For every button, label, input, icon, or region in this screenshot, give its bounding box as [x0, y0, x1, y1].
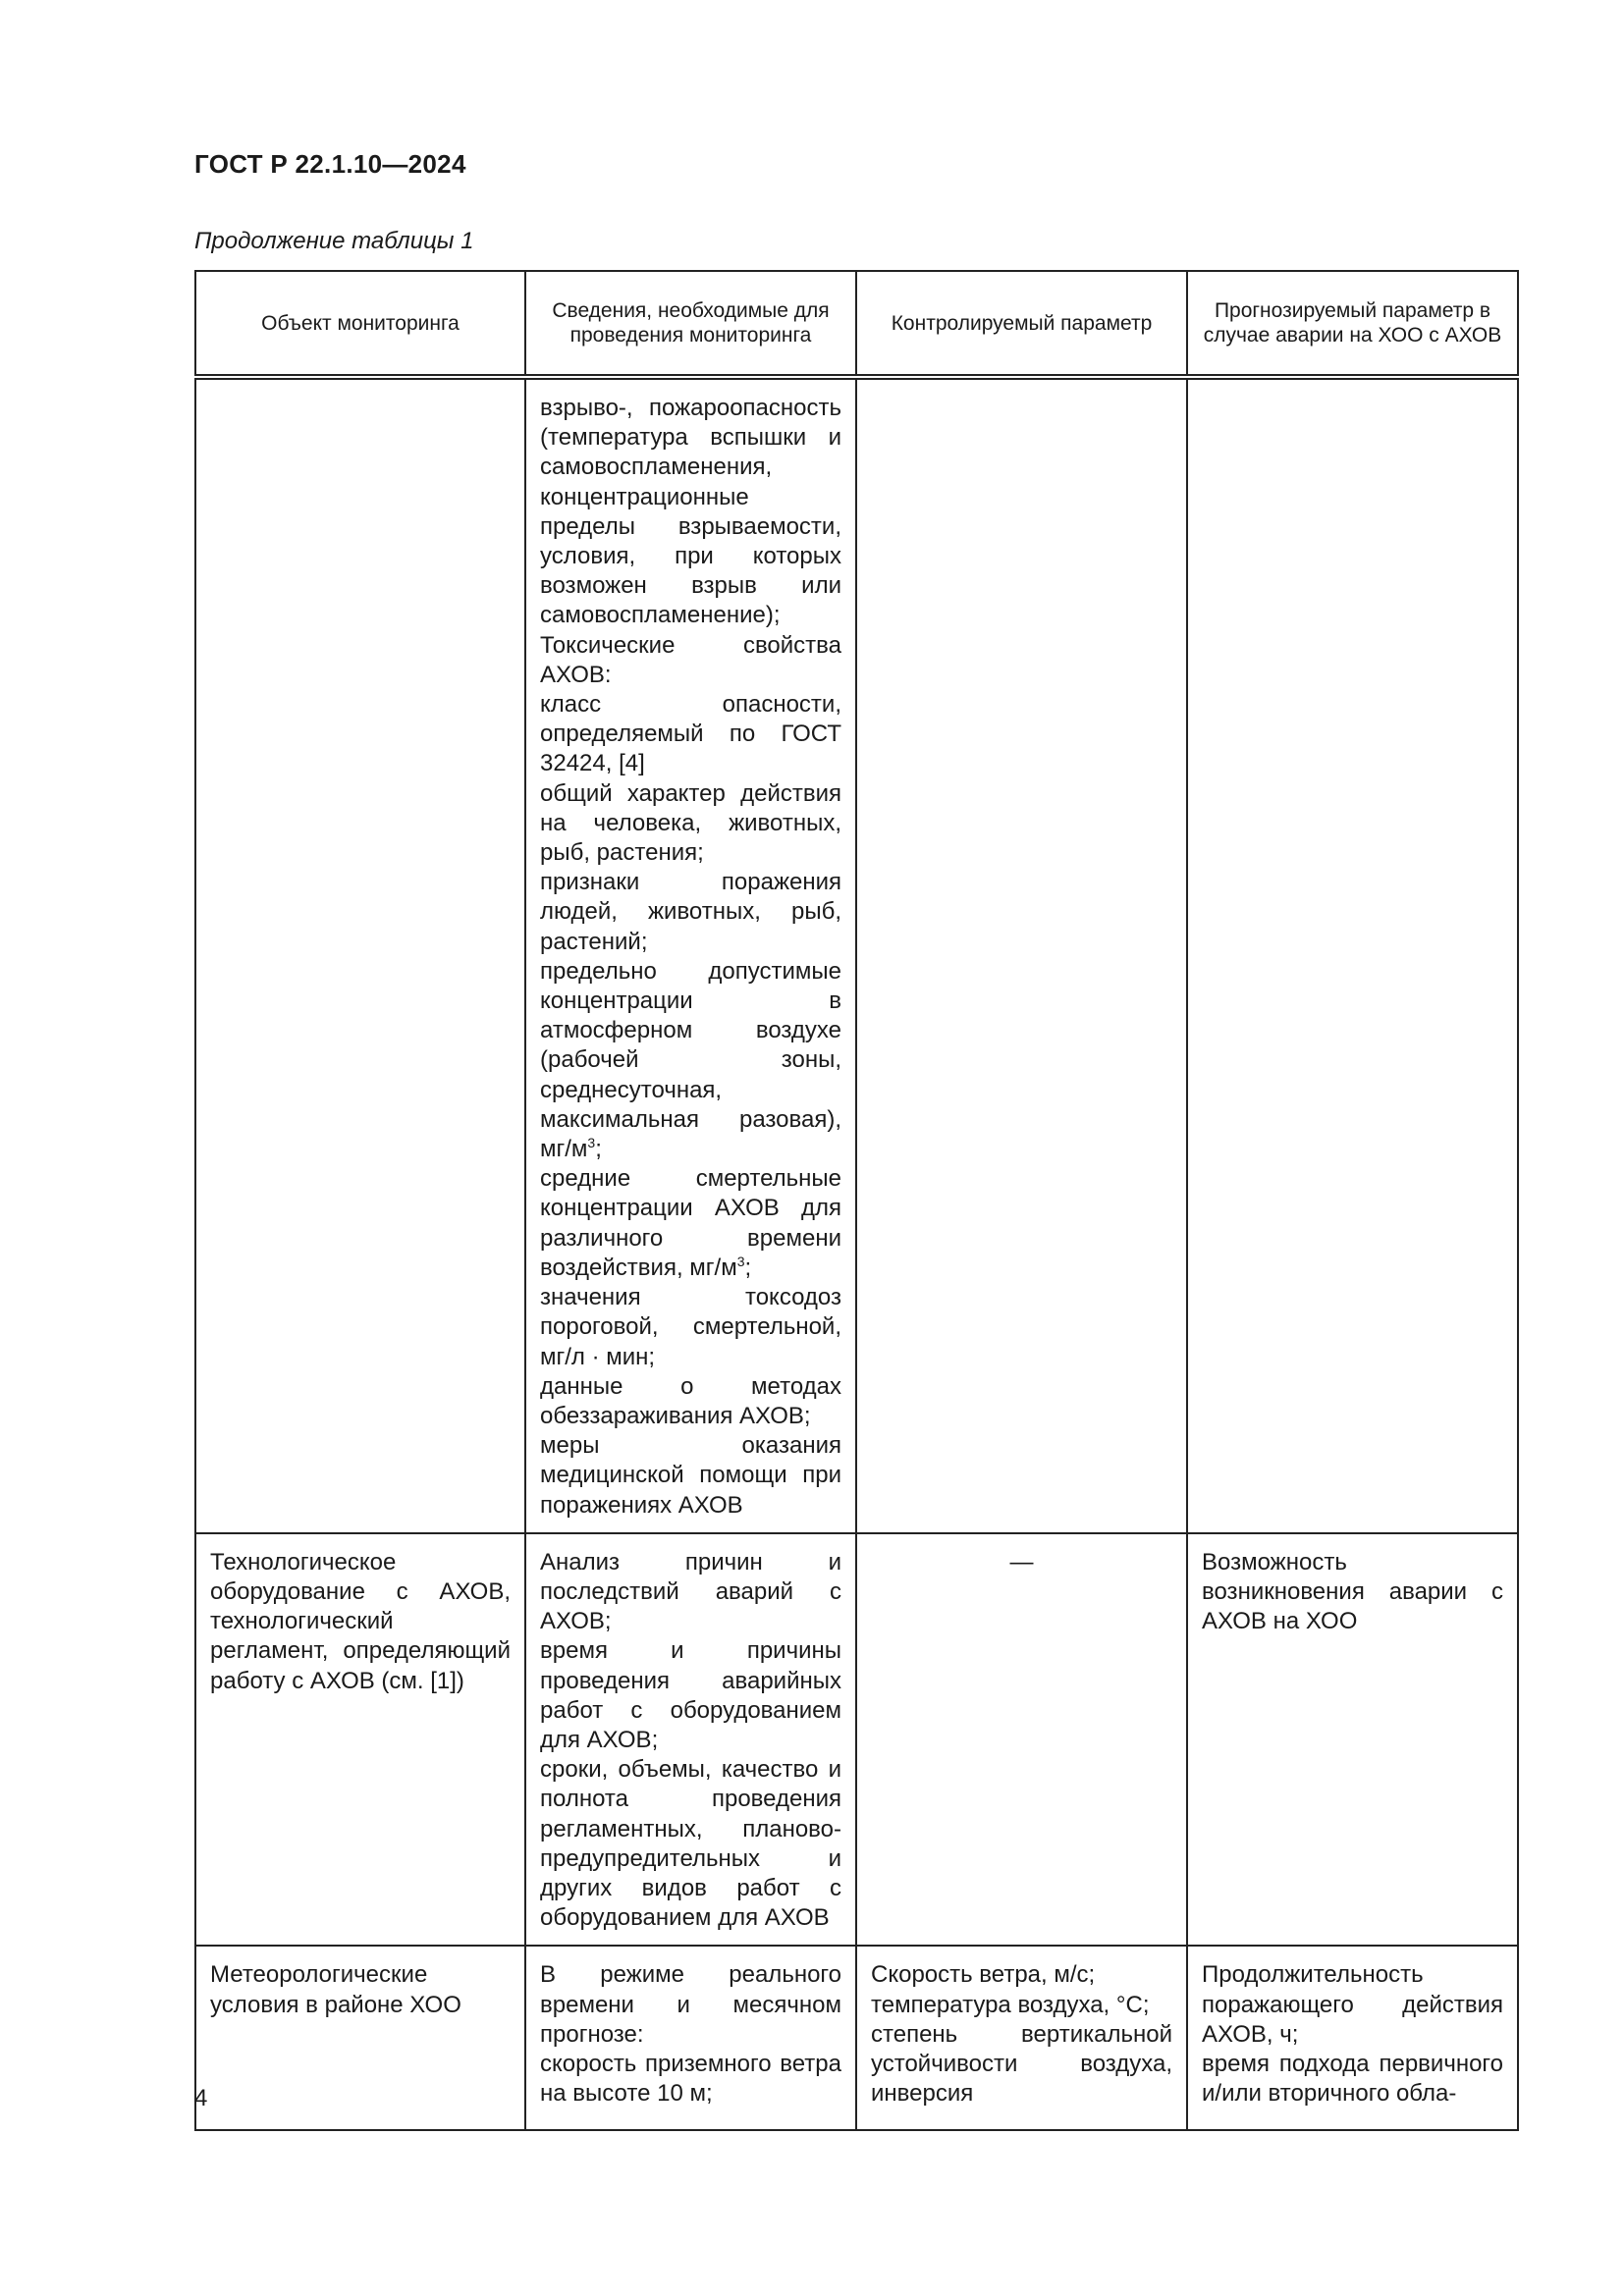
controlled-line: степень вертикальной устойчивости воздуха, инверсия: [871, 2020, 1172, 2108]
cell-controlled: —: [856, 1533, 1187, 1947]
controlled-line: температура воздуха, °С;: [871, 1991, 1150, 2018]
forecast-line: Продолжительность поражающего действия АХОВ, ч;: [1202, 1961, 1503, 2048]
info-line: меры оказания медицинской помощи при поражениях АХОВ: [540, 1432, 841, 1519]
cell-object: [195, 377, 525, 1533]
unit-superscript: 3: [736, 1253, 745, 1269]
info-line: общий характер действия на человека, животных, рыб, растения;: [540, 779, 841, 867]
cell-forecast: Возможность возникновения аварии с АХОВ на ХОО: [1187, 1533, 1518, 1947]
controlled-line: Скорость ветра, м/с;: [871, 1961, 1096, 1989]
cell-controlled: [856, 377, 1187, 1533]
info-line: В режиме реального времени и месячном прогнозе:: [540, 1961, 841, 2048]
info-line: взрыво-, пожароопасность (температура вспышки и самовоспламенения, концентрационные пределы взрываемости, условия, при которых возможен взрыв или самовоспламенение);: [540, 395, 841, 629]
cell-controlled: [856, 1946, 1187, 2130]
table-header-row: [195, 271, 1518, 377]
info-line: признаки поражения людей, животных, рыб, растений;: [540, 869, 841, 955]
table-caption: Продолжение таблицы 1: [194, 228, 474, 254]
forecast-line: время подхода первичного и/или вторичного обла-: [1202, 2050, 1503, 2108]
info-line: Токсические свойства АХОВ:: [540, 631, 841, 688]
unit-tail: ;: [595, 1136, 602, 1163]
cell-info: [525, 377, 856, 1533]
page-number: 4: [194, 2085, 208, 2111]
info-line: значения токсодоз пороговой, смертельной, мг/л · мин;: [540, 1284, 841, 1370]
column-header-object: Объект мониторинга: [195, 271, 525, 377]
unit-superscript: 3: [587, 1135, 596, 1151]
info-line-text: средние смертельные концентрации АХОВ для различного времени воздействия, мг/м: [540, 1165, 841, 1281]
info-line: время и причины проведения аварийных работ с оборудованием для АХОВ;: [540, 1637, 841, 1753]
cell-object: Технологическое оборудование с АХОВ, технологический регламент, определяющий работу с АХОВ (см. [1]): [195, 1533, 525, 1947]
table-row: [195, 377, 1518, 1533]
info-line: класс опасности, определяемый по ГОСТ 32424, [4]: [540, 691, 841, 777]
document-code: ГОСТ Р 22.1.10—2024: [194, 149, 466, 179]
info-line: Анализ причин и последствий аварий с АХОВ;: [540, 1548, 841, 1635]
column-header-forecast: Прогнозируемый параметр в случае аварии на ХОО с АХОВ: [1187, 271, 1518, 377]
info-line: [540, 1164, 841, 1283]
cell-forecast: [1187, 1946, 1518, 2130]
table-row: [195, 1946, 1518, 2130]
table-row: [195, 1533, 1518, 1947]
cell-forecast: [1187, 377, 1518, 1533]
info-line: [540, 957, 841, 1164]
column-header-controlled: Контролируемый параметр: [856, 271, 1187, 377]
info-line: сроки, объемы, качество и полнота проведения регламентных, планово-предупредительных и других видов работ с оборудованием для АХОВ: [540, 1756, 841, 1932]
unit-tail: ;: [744, 1254, 752, 1281]
cell-info: [525, 1946, 856, 2130]
info-line: данные о методах обеззараживания АХОВ;: [540, 1372, 841, 1429]
info-line: скорость приземного ветра на высоте 10 м;: [540, 2050, 841, 2108]
cell-object: Метеорологические условия в районе ХОО: [195, 1946, 525, 2130]
column-header-info: Сведения, необходимые для проведения мониторинга: [525, 271, 856, 377]
cell-info: [525, 1533, 856, 1947]
info-line-text: предельно допустимые концентрации в атмосферном воздухе (рабочей зоны, среднесуточная, максимальная разовая), мг/м: [540, 957, 841, 1163]
monitoring-table: [194, 270, 1519, 2131]
